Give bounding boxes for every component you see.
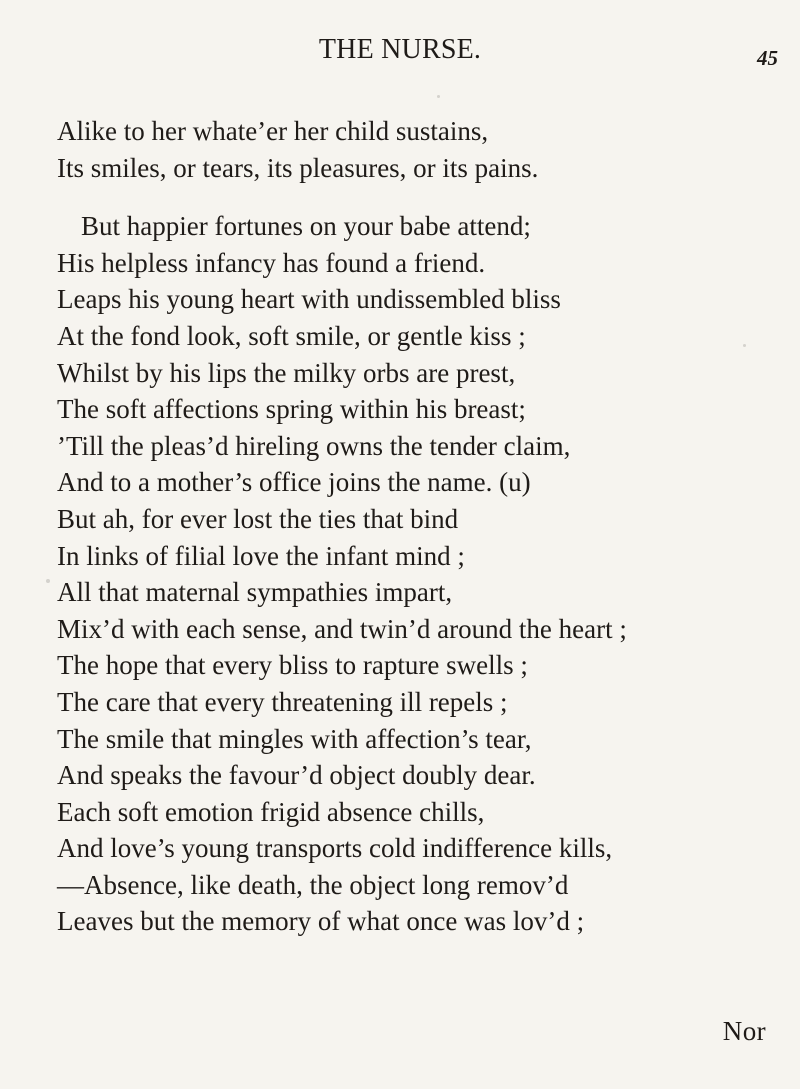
- poem-line: But happier fortunes on your babe attend;: [81, 211, 531, 242]
- running-head: [0, 34, 800, 74]
- poem-line: Whilst by his lips the milky orbs are prest,: [57, 357, 516, 388]
- page-number: 45: [757, 46, 778, 70]
- paper-speck: [46, 579, 50, 583]
- poem-line: The soft affections spring within his breast;: [57, 394, 526, 425]
- poem-line: The smile that mingles with affection’s tear,: [57, 723, 532, 754]
- catchword: Nor: [722, 1016, 766, 1046]
- note-marker: (u): [499, 467, 531, 498]
- poem-line: —Absence, like death, the object long remov’d: [57, 869, 569, 900]
- paper-speck: [437, 95, 440, 98]
- poem-line: Mix’d with each sense, and twin’d around the heart ;: [57, 613, 627, 644]
- stanza-2: [57, 208, 792, 940]
- poem-line: [57, 464, 792, 501]
- poem-line: Each soft emotion frigid absence chills,: [57, 796, 485, 827]
- poem-line: Alike to her whate’er her child sustains,: [57, 116, 489, 146]
- poem-line: And love’s young transports cold indifference kills,: [57, 833, 613, 864]
- poem-line: And speaks the favour’d object doubly dear.: [57, 760, 536, 791]
- poem-line: Its smiles, or tears, its pleasures, or its pains.: [57, 152, 539, 183]
- poem-line: Leaps his young heart with undissembled bliss: [57, 284, 561, 315]
- poem-line: His helpless infancy has found a friend.: [57, 247, 486, 278]
- poem-line: ’Till the pleas’d hireling owns the tender claim,: [57, 430, 571, 461]
- poem-line: All that maternal sympathies impart,: [57, 577, 453, 608]
- poem-line: The hope that every bliss to rapture swells ;: [57, 650, 528, 681]
- poem-line: Leaves but the memory of what once was lov’d ;: [57, 906, 585, 937]
- poem-text: [57, 113, 792, 940]
- poem-line: But ah, for ever lost the ties that bind: [57, 503, 459, 534]
- poem-line: At the fond look, soft smile, or gentle kiss ;: [57, 320, 526, 351]
- poem-line: The care that every threatening ill repels ;: [57, 686, 508, 717]
- stanza-1: [57, 113, 792, 186]
- poem-line: In links of filial love the infant mind ;: [57, 540, 465, 571]
- running-title: THE NURSE.: [318, 34, 482, 65]
- paper-speck: [743, 344, 746, 347]
- poem-line-text: And to a mother’s office joins the name.: [57, 467, 493, 498]
